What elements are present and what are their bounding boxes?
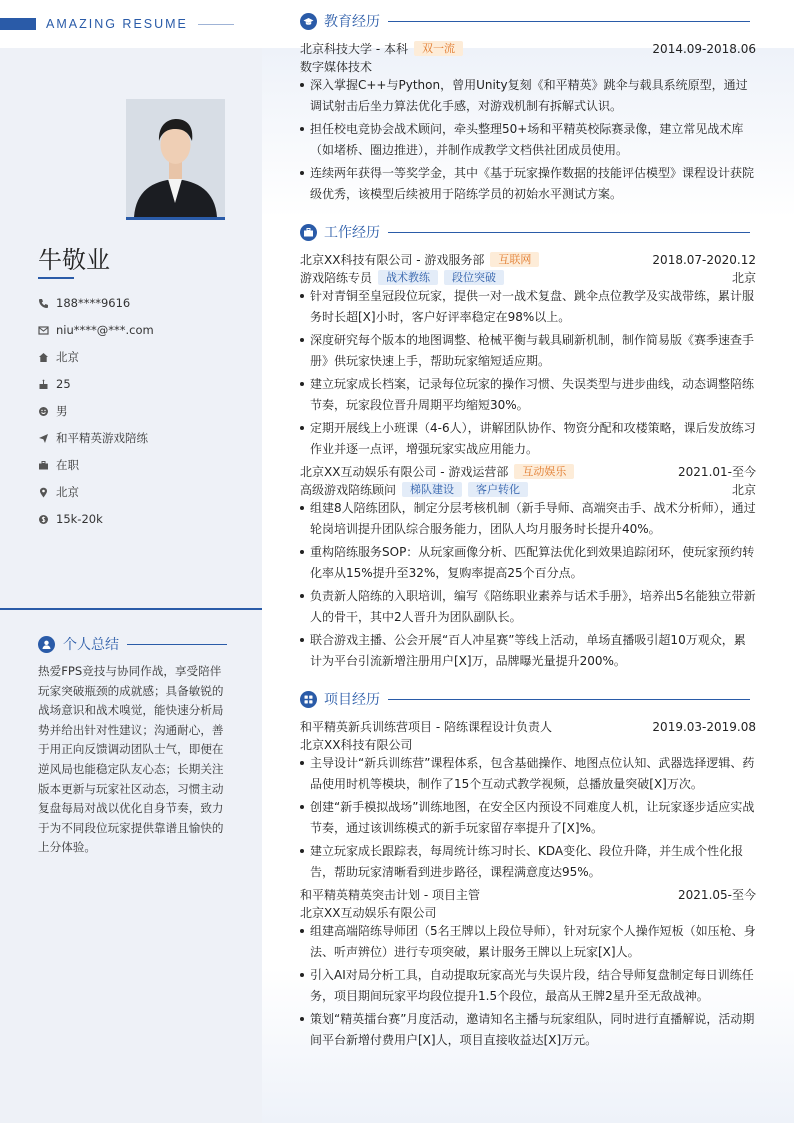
role-tag: 战术教练 <box>378 270 438 285</box>
education-bullet: 深入掌握C++与Python，曾用Unity复刻《和平精英》跳伞与载具系统原型，通过调试射击后坐力算法优化手感，对游戏机制有拆解式认识。 <box>300 75 756 117</box>
brand-header <box>0 15 234 33</box>
grid-icon <box>300 691 317 708</box>
info-age: 25 <box>38 375 248 393</box>
job-date: 2021.01-至今 <box>678 465 756 479</box>
project-org-row <box>300 904 756 921</box>
projects-header <box>300 689 750 709</box>
job-role-row <box>300 481 756 498</box>
job-bullet: 重构陪练服务SOP：从玩家画像分析、匹配算法优化到效果追踪闭环，使玩家预约转化率从15%提升至32%，复购率提高25个百分点。 <box>300 542 756 584</box>
location-icon <box>38 487 49 498</box>
cake-icon <box>38 379 49 390</box>
phone-icon <box>38 298 49 309</box>
project-bullet: 策划“精英擂台赛”月度活动，邀请知名主播与玩家组队，同时进行直播解说，活动期间平台新增付费用户[X]人，项目直接收益达[X]万元。 <box>300 1009 756 1051</box>
user-icon <box>38 636 55 653</box>
project-date: 2021.05-至今 <box>678 888 756 902</box>
summary-title-line <box>127 644 227 645</box>
project-date: 2019.03-2019.08 <box>652 719 756 734</box>
education-title-line <box>388 21 750 22</box>
project-org-row <box>300 736 756 753</box>
job-bullet: 针对青铜至皇冠段位玩家，提供一对一战术复盘、跳伞点位教学及实战带练，累计服务时长超[X]小时，客户好评率稳定在98%以上。 <box>300 286 756 328</box>
brand-bar <box>0 18 36 30</box>
work-title-line <box>388 232 750 233</box>
school-name: 北京科技大学 - 本科 <box>300 42 408 56</box>
job-bullet: 联合游戏主播、公会开展“百人冲星赛”等线上活动，单场直播吸引超10万观众，累计为平台引流新增注册用户[X]万，品牌曝光量提升200%。 <box>300 630 756 672</box>
company-tag: 互动娱乐 <box>514 464 574 479</box>
major: 数字媒体技术 <box>300 60 373 74</box>
company-name: 北京XX互动娱乐有限公司 - 游戏运营部 <box>300 465 509 479</box>
work-header <box>300 222 750 242</box>
education-school-row <box>300 40 756 57</box>
projects-title-line <box>388 699 750 700</box>
brand-line <box>198 24 234 25</box>
job-bullet: 深度研究每个版本的地图调整、枪械平衡与载具刷新机制，制作简易版《赛季速查手册》供玩家快速上手，帮助玩家缩短适应期。 <box>300 330 756 372</box>
name-underline <box>38 277 74 279</box>
info-salary: 15k-20k <box>38 510 248 528</box>
job-role: 游戏陪练专员 <box>300 271 373 285</box>
role-tag: 段位突破 <box>444 270 504 285</box>
job-bullet: 定期开展线上小班课（4-6人），讲解团队协作、物资分配和攻楼策略，课后发放练习作业并逐一点评，增强玩家实战应用能力。 <box>300 418 756 460</box>
info-status: 在职 <box>38 456 248 474</box>
person-silhouette-icon <box>126 99 225 217</box>
education-title: 教育经历 <box>324 14 380 30</box>
job-bullet: 组建8人陪练团队，制定分层考核机制（新手导师、高端突击手、战术分析师），通过轮岗培训提升团队综合服务能力，团队人均月服务时长提升40%。 <box>300 498 756 540</box>
job-company-row <box>300 251 756 268</box>
info-location: 北京 <box>38 483 248 501</box>
project-bullet: 组建高端陪练导师团（5名王牌以上段位导师），针对玩家个人操作短板（如压枪、身法、听声辨位）进行专项突破，累计服务王牌以上玩家[X]人。 <box>300 921 756 963</box>
info-gender: 男 <box>38 402 248 420</box>
info-email: niu****@***.com <box>38 321 248 339</box>
summary-text: 热爱FPS竞技与协同作战，享受陪伴玩家突破瓶颈的成就感；具备敏锐的战场意识和战术嗅觉，能快速分析局势并给出针对性建议；沟通耐心，善于用正向反馈调动团队士气，即便在逆风局也能稳定队友心态；长期关注版本更新与玩家社区动态，习惯主动复盘每局对战以优化自身节奏，致力于为不同段位玩家提供靠谱且愉快的上分体验。 <box>38 664 224 855</box>
summary-divider <box>0 608 262 610</box>
education-header <box>300 11 750 31</box>
send-icon <box>38 433 49 444</box>
projects-title: 项目经历 <box>324 692 380 708</box>
job-bullet: 建立玩家成长档案，记录每位玩家的操作习惯、失误类型与进步曲线，动态调整陪练节奏，玩家段位晋升周期平均缩短30%。 <box>300 374 756 416</box>
project-name: 和平精英精英突击计划 - 项目主管 <box>300 888 480 902</box>
home-icon <box>38 352 49 363</box>
info-position: 和平精英游戏陪练 <box>38 429 248 447</box>
project-bullet: 建立玩家成长跟踪表，每周统计练习时长、KDA变化、段位升降，并生成个性化报告，帮助玩家清晰看到进步路径，课程满意度达95%。 <box>300 841 756 883</box>
education-bullet: 担任校电竞协会战术顾问，牵头整理50+场和平精英校际赛录像，建立常见战术库（如堵桥、圈边推进），并制作成教学文档供社团成员使用。 <box>300 119 756 161</box>
project-bullet: 创建“新手模拟战场”训练地图，在安全区内预设不同难度人机，让玩家逐步适应实战节奏，通过该训练模式的新手玩家留存率提升了[X]%。 <box>300 797 756 839</box>
job-date: 2018.07-2020.12 <box>652 252 756 267</box>
job-bullet: 负责新人陪练的入职培训，编写《陪练职业素养与话术手册》，培养出5名能独立带新人的骨干，其中2人晋升为团队副队长。 <box>300 586 756 628</box>
company-name: 北京XX科技有限公司 - 游戏服务部 <box>300 253 485 267</box>
summary-title: 个人总结 <box>63 637 119 653</box>
project-name: 和平精英新兵训练营项目 - 陪练课程设计负责人 <box>300 720 552 734</box>
job-role: 高级游戏陪练顾问 <box>300 483 397 497</box>
summary-header <box>38 634 227 654</box>
mail-icon <box>38 325 49 336</box>
profile-photo <box>126 99 225 220</box>
project-bullet: 引入AI对局分析工具，自动提取玩家高光与失误片段，结合导师复盘制定每日训练任务，项目期间玩家平均段位提升1.5个段位，最高从王牌2星升至无敌战神。 <box>300 965 756 1007</box>
education-bullet: 连续两年获得一等奖学金，其中《基于玩家操作数据的技能评估模型》课程设计获院级优秀，该模型后续被用于陪练学员的初始水平测试方案。 <box>300 163 756 205</box>
brand-text: AMAZING RESUME <box>46 17 188 31</box>
info-city: 北京 <box>38 348 248 366</box>
briefcase-icon <box>300 224 317 241</box>
smile-icon <box>38 406 49 417</box>
work-title: 工作经历 <box>324 225 380 241</box>
company-tag: 互联网 <box>490 252 539 267</box>
job-city: 北京 <box>731 483 756 497</box>
job-role-row <box>300 269 756 286</box>
project-org: 北京XX科技有限公司 <box>300 738 413 752</box>
role-tag: 客户转化 <box>468 482 528 497</box>
project-name-row <box>300 718 756 735</box>
project-bullet: 主导设计“新兵训练营”课程体系，包含基础操作、地图点位认知、武器选择逻辑、药品使用时机等模块，制作了15个互动式教学视频，总播放量突破[X]万次。 <box>300 753 756 795</box>
role-tag: 梯队建设 <box>402 482 462 497</box>
school-tag: 双一流 <box>414 41 463 56</box>
project-org: 北京XX互动娱乐有限公司 <box>300 906 437 920</box>
education-major-row <box>300 58 756 75</box>
project-name-row <box>300 886 756 903</box>
info-phone: 188****9616 <box>38 294 248 312</box>
job-company-row <box>300 463 756 480</box>
money-icon <box>38 514 49 525</box>
candidate-name: 牛敬业 <box>38 246 110 274</box>
graduation-cap-icon <box>300 13 317 30</box>
education-date: 2014.09-2018.06 <box>652 41 756 56</box>
job-city: 北京 <box>731 271 756 285</box>
briefcase-icon <box>38 460 49 471</box>
